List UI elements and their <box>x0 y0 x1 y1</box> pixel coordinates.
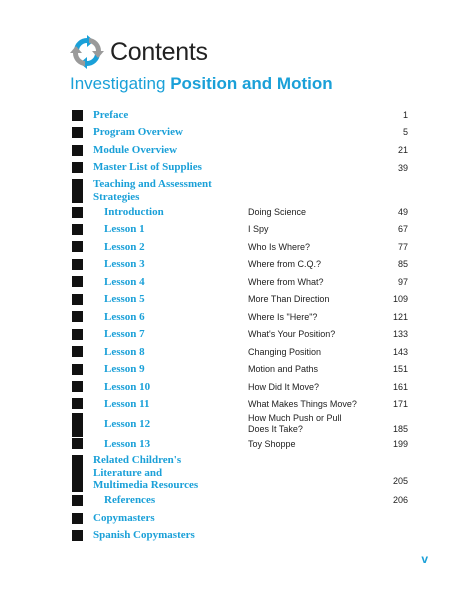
page-number-entry: 206 <box>392 495 408 505</box>
entry-label: Master List of Supplies <box>93 161 202 173</box>
entry-label: Lesson 12 <box>104 418 151 430</box>
bullet-marker <box>72 495 83 506</box>
lesson-topic: What's Your Position? <box>248 329 336 339</box>
entry-label: Lesson 3 <box>104 258 145 270</box>
lesson-topic: Toy Shoppe <box>248 439 296 449</box>
page-number-entry: 205 <box>392 476 408 486</box>
bullet-marker <box>72 207 83 218</box>
page-number-entry: 1 <box>402 110 408 120</box>
entry-label: Related Children's <box>93 454 182 466</box>
entry-label: Multimedia Resources <box>93 479 199 491</box>
bullet-marker <box>72 179 83 203</box>
entry-label: Lesson 10 <box>104 381 151 393</box>
lesson-topic: Does It Take? <box>248 424 303 434</box>
bullet-marker <box>72 513 83 524</box>
page-number-entry: 121 <box>392 312 408 322</box>
bullet-marker <box>72 224 83 235</box>
lesson-topic: Where from C.Q.? <box>248 259 322 269</box>
entry-label: Lesson 7 <box>104 328 145 340</box>
bullet-marker <box>72 329 83 340</box>
bullet-marker <box>72 381 83 392</box>
bullet-marker <box>72 364 83 375</box>
page-number-entry: 85 <box>397 259 408 269</box>
bullet-marker <box>72 241 83 252</box>
page-number-entry: 67 <box>397 224 408 234</box>
subtitle-prefix: Investigating <box>70 74 171 93</box>
entry-label: Lesson 5 <box>104 293 145 305</box>
entry-label: Lesson 13 <box>104 438 151 450</box>
entry-label: Lesson 1 <box>104 223 145 235</box>
bullet-marker <box>72 276 83 287</box>
bullet-marker <box>72 145 83 156</box>
bullet-marker <box>72 413 83 437</box>
entry-label: Lesson 8 <box>104 346 145 358</box>
page-number-entry: 143 <box>392 347 408 357</box>
entry-label: Program Overview <box>93 126 183 138</box>
page-number-entry: 77 <box>397 242 408 252</box>
entry-label: Literature and <box>93 467 163 479</box>
bullet-marker <box>72 398 83 409</box>
entry-label: Lesson 11 <box>104 398 150 410</box>
bullet-marker <box>72 127 83 138</box>
page-number-entry: 109 <box>392 294 408 304</box>
page-number-entry: 49 <box>397 207 408 217</box>
entry-label: Copymasters <box>93 512 155 524</box>
entry-label: Introduction <box>104 206 164 218</box>
entry-label: Module Overview <box>93 144 178 156</box>
page-number: v <box>421 552 428 566</box>
entry-label: Lesson 9 <box>104 363 145 375</box>
lesson-topic: Where Is "Here"? <box>248 312 318 322</box>
entry-label: Lesson 6 <box>104 311 145 323</box>
entry-label: Spanish Copymasters <box>93 529 195 541</box>
lesson-topic: Doing Science <box>248 207 307 217</box>
bullet-marker <box>72 294 83 305</box>
page-number-entry: 21 <box>397 145 408 155</box>
page-number-entry: 133 <box>392 329 408 339</box>
bullet-marker <box>72 438 83 449</box>
subtitle-module-name: Position and Motion <box>170 74 333 93</box>
page-number-entry: 171 <box>392 399 408 409</box>
lesson-topic: Changing Position <box>248 347 322 357</box>
entry-label: Lesson 2 <box>104 241 145 253</box>
bullet-marker <box>72 259 83 270</box>
page-number-entry: 185 <box>392 424 408 434</box>
lesson-topic: How Much Push or Pull <box>248 413 342 423</box>
page-title: Contents <box>110 37 208 66</box>
lesson-topic: I Spy <box>248 224 269 234</box>
lesson-topic: More Than Direction <box>248 294 330 304</box>
lesson-topic: What Makes Things Move? <box>248 399 357 409</box>
bullet-marker <box>72 530 83 541</box>
page-number-entry: 97 <box>397 277 408 287</box>
bullet-marker <box>72 455 83 492</box>
bullet-marker <box>72 162 83 173</box>
entry-label: Lesson 4 <box>104 276 145 288</box>
lesson-topic: Who Is Where? <box>248 242 311 252</box>
bullet-marker <box>72 346 83 357</box>
page-number-entry: 5 <box>402 127 408 137</box>
lesson-topic: Where from What? <box>248 277 324 287</box>
page-number-entry: 199 <box>392 439 408 449</box>
bullet-marker <box>72 110 83 121</box>
page-number-entry: 39 <box>397 163 408 173</box>
lesson-topic: How Did It Move? <box>248 382 320 392</box>
lesson-topic: Motion and Paths <box>248 364 319 374</box>
entry-label: Preface <box>93 109 129 121</box>
entry-label: References <box>104 494 156 506</box>
page-number-entry: 151 <box>392 364 408 374</box>
entry-label: Strategies <box>93 191 140 203</box>
page-number-entry: 161 <box>392 382 408 392</box>
bullet-marker <box>72 311 83 322</box>
entry-label: Teaching and Assessment <box>93 178 212 190</box>
